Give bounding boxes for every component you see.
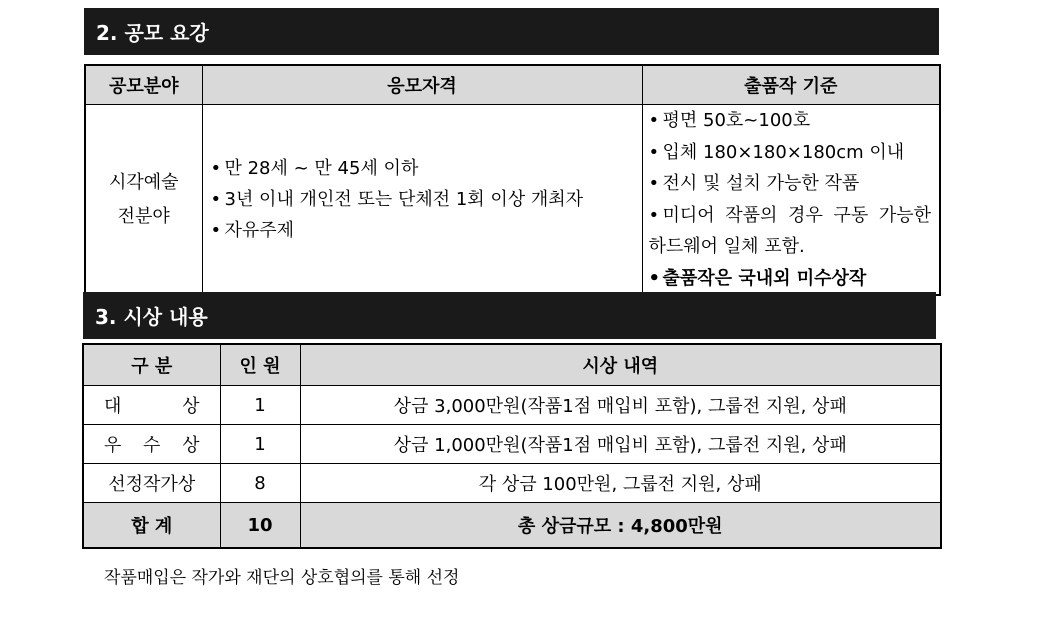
total-row [83, 503, 941, 549]
total-count: 10 [220, 503, 300, 549]
header-count: 인 원 [220, 344, 300, 386]
category-char: 우 [104, 435, 122, 456]
count-cell: 1 [220, 425, 300, 464]
bullet-icon: • [648, 110, 660, 131]
field-line-1: 시각예술 [108, 171, 179, 193]
bullet-icon: • [210, 158, 222, 179]
list-item-text: 입체 180×180×180cm 이내 [662, 141, 905, 163]
table-row [83, 464, 941, 503]
bullet-icon: • [210, 220, 222, 241]
section-2-title: 2. 공모 요강 [96, 21, 209, 45]
section-3-heading [83, 292, 936, 339]
bullet-icon: • [648, 141, 660, 163]
list-item-text: 만 28세 ~ 만 45세 이하 [224, 158, 419, 179]
total-detail: 총 상금규모 : 4,800만원 [300, 503, 941, 549]
list-item [649, 168, 932, 200]
list-item-text: 미디어 작품의 경우 구동 가능한 하드웨어 일체 포함. [648, 204, 931, 257]
category-cell: 선정작가상 [83, 464, 220, 503]
list-item-text: 출품작은 국내외 미수상작 [662, 267, 867, 289]
table-header-row [85, 65, 940, 105]
total-label: 합 계 [83, 503, 220, 549]
detail-cell: 상금 3,000만원(작품1점 매입비 포함), 그룹전 지원, 상패 [300, 386, 941, 425]
list-item [649, 200, 932, 263]
list-item-text: 3년 이내 개인전 또는 단체전 1회 이상 개최자 [224, 189, 584, 210]
header-field: 공모분야 [85, 65, 202, 105]
field-line-2: 전분야 [117, 205, 170, 227]
list-item [211, 215, 642, 246]
awards-table [82, 343, 942, 549]
application-guidelines-table [84, 64, 941, 296]
list-item [649, 263, 932, 295]
list-item [211, 184, 642, 215]
section-3-title: 3. 시상 내용 [95, 305, 208, 329]
header-detail: 시상 내역 [300, 344, 941, 386]
count-cell: 1 [220, 386, 300, 425]
criteria-cell [642, 105, 940, 296]
table-row [85, 105, 940, 296]
category-char: 대 [104, 396, 122, 417]
criteria-list [649, 105, 932, 294]
footnote: 작품매입은 작가와 재단의 상호협의를 통해 선정 [104, 568, 460, 588]
list-item [211, 153, 642, 184]
header-criteria: 출품작 기준 [642, 65, 940, 105]
eligibility-cell [202, 105, 642, 296]
list-item-text: 전시 및 설치 가능한 작품 [662, 173, 860, 194]
bullet-icon: • [648, 267, 661, 289]
category-char: 상 [182, 435, 200, 456]
bullet-icon: • [210, 189, 222, 210]
list-item [649, 105, 932, 137]
table-row [83, 425, 941, 464]
eligibility-list [211, 153, 642, 246]
category-char: 수 [143, 435, 161, 456]
category-cell [83, 425, 220, 464]
table-header-row [83, 344, 941, 386]
category-cell [83, 386, 220, 425]
list-item-text: 평면 50호~100호 [662, 110, 811, 131]
detail-cell: 각 상금 100만원, 그룹전 지원, 상패 [300, 464, 941, 503]
list-item-text: 자유주제 [224, 220, 295, 241]
bullet-icon: • [648, 204, 660, 226]
table-row [83, 386, 941, 425]
field-cell [85, 105, 202, 296]
count-cell: 8 [220, 464, 300, 503]
list-item [649, 137, 932, 169]
detail-cell: 상금 1,000만원(작품1점 매입비 포함), 그룹전 지원, 상패 [300, 425, 941, 464]
header-category: 구 분 [83, 344, 220, 386]
section-2-heading [84, 8, 939, 55]
header-eligibility: 응모자격 [202, 65, 642, 105]
bullet-icon: • [648, 173, 660, 194]
category-char: 상 [182, 396, 200, 417]
